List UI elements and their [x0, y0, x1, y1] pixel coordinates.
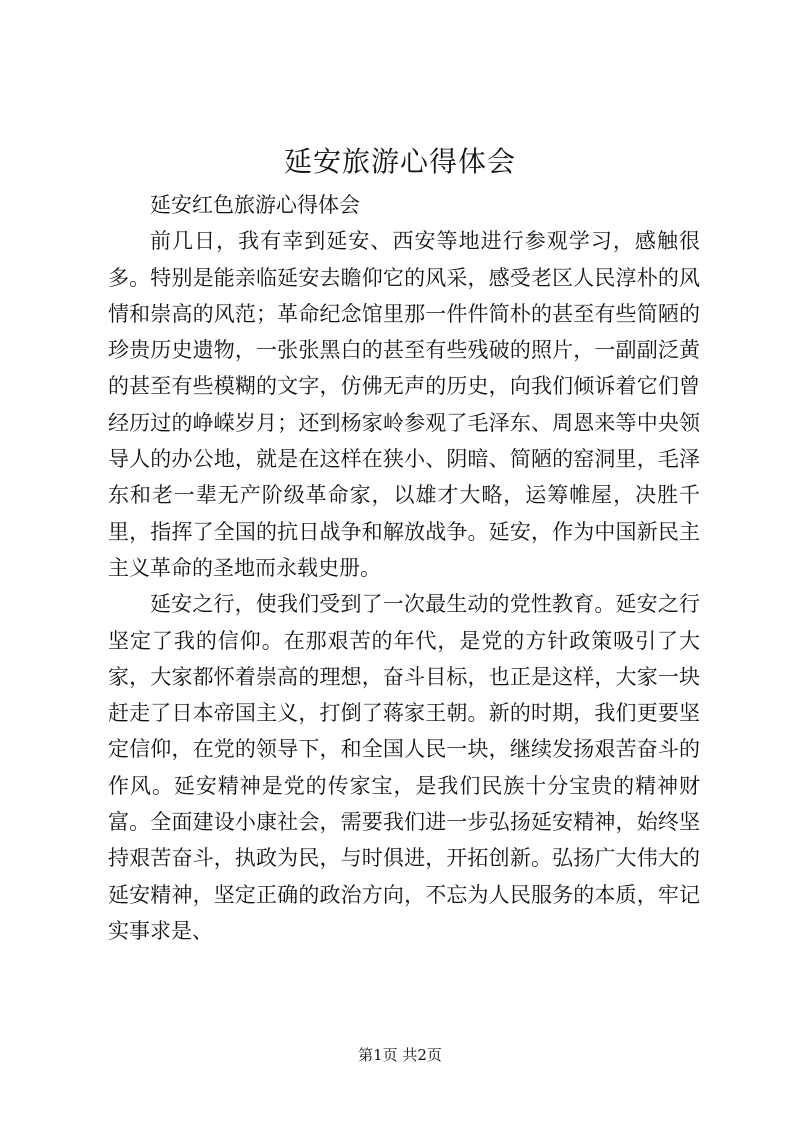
document-body — [108, 187, 700, 949]
paragraph: 前几日，我有幸到延安、西安等地进行参观学习，感触很多。特别是能亲临延安去瞻仰它的风采，感受老区人民淳朴的风情和崇高的风范；革命纪念馆里那一件件简朴的甚至有些简陋的珍贵历史遗物，一张张黑白的甚至有些残破的照片，一副副泛黄的甚至有些模糊的文字，仿佛无声的历史，向我们倾诉着它们曾经历过的峥嵘岁月；还到杨家岭参观了毛泽东、周恩来等中央领导人的办公地，就是在这样在狭小、阴暗、简陋的窑洞里，毛泽东和老一辈无产阶级革命家，以雄才大略，运筹帷屋，决胜千里，指挥了全国的抗日战争和解放战争。延安，作为中国新民主主义革命的圣地而永载史册。 — [108, 229, 700, 580]
document-title: 延安旅游心得体会 — [283, 145, 516, 178]
paragraph: 延安之行，使我们受到了一次最生动的党性教育。延安之行坚定了我的信仰。在那艰苦的年代，是党的方针政策吸引了大家，大家都怀着崇高的理想，奋斗目标，也正是这样，大家一块赶走了日本帝国主义，打倒了蒋家王朝。新的时期，我们更要坚定信仰，在党的领导下，和全国人民一块，继续发扬艰苦奋斗的作风。延安精神是党的传家宝，是我们民族十分宝贵的精神财富。全面建设小康社会，需要我们进一步弘扬延安精神，始终坚持艰苦奋斗，执政为民，与时俱进，开拓创新。弘扬广大伟大的延安精神，坚定正确的政治方向，不忘为人民服务的本质，牢记实事求是、 — [108, 592, 700, 943]
page-number-footer: 第1页 共2页 — [358, 1046, 442, 1064]
document-subtitle: 延安红色旅游心得体会 — [150, 193, 360, 217]
